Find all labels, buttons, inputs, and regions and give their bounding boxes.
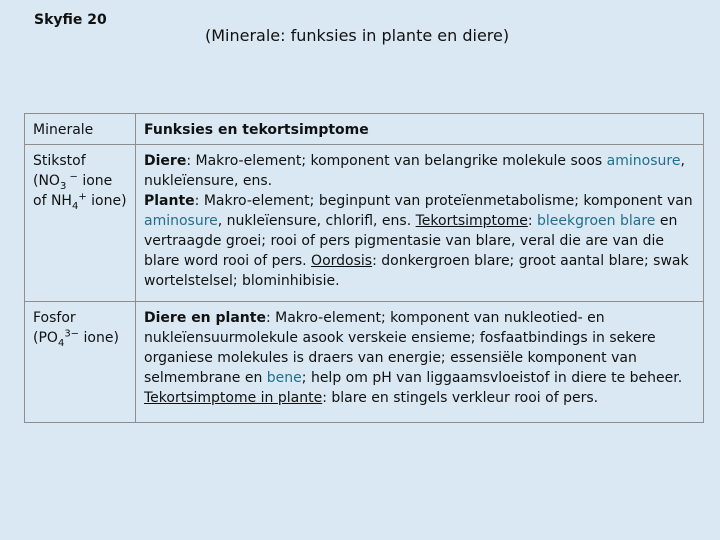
mineral-cell [25,145,136,302]
text-run: : blare en stingels verkleur rooi of pers. [322,390,599,406]
table-row [25,145,704,302]
highlight-term: bene [266,370,302,386]
section-label: Plante [144,193,195,209]
highlight-term: bleekgroen blare [537,213,656,229]
formula-part: (PO [33,330,58,346]
text-run: : Makro-element; komponent van belangrike molekule soos [186,153,607,169]
text-run: : Makro-element; beginpunt van proteïenmetabolisme; komponent van [194,193,693,209]
underlined-term: Tekortsimptome [415,213,528,229]
highlight-term: aminosure [606,153,681,169]
page-subtitle: (Minerale: funksies in plante en diere) [205,26,510,45]
slide-label: Skyfie 20 [34,12,107,28]
text-run: en vertraagde groei; rooi of pers pigmentasie van blare, veral die are van die blare word rooi of pers. [144,213,678,269]
table-header-row [25,114,704,145]
mineral-name: Fosfor [33,310,76,326]
formula-subscript: 4 [57,337,65,349]
text-run: , nukleïensure, chlorifl, ens. [217,213,416,229]
text-run: : Makro-element; komponent van nukleotied- en nukleïensuurmolekule asook verskeie ensieme; fosfaatbindings in sekere organiese molekules is draers van energie; essensiële komponent van selmembrane en [144,310,656,386]
formula-subscript: 3 [59,180,67,192]
highlight-term: aminosure [144,213,218,229]
function-cell [136,145,704,302]
minerals-table [24,113,704,423]
formula-superscript: 3− [64,328,80,340]
function-cell [136,302,704,423]
formula-part: (NO [33,173,60,189]
mineral-name: Stikstof [33,153,86,169]
section-label: Diere [144,153,187,169]
underlined-term: Oordosis [311,253,373,269]
mineral-cell [25,302,136,423]
header-funksies: Funksies en tekortsimptome [136,114,704,145]
formula-part: ione) [86,193,127,209]
text-run: ; help om pH van liggaamsvloeistof in diere te beheer. [301,370,683,386]
underlined-term: Tekortsimptome in plante [144,390,323,406]
header-minerale: Minerale [25,114,136,145]
formula-subscript: 4 [71,200,79,212]
formula-superscript: + [78,191,87,203]
section-label: Diere en plante [144,310,266,326]
table-row [25,302,704,423]
text-run: : donkergroen blare; groot aantal blare; swak wortelstelsel; blominhibisie. [144,253,689,289]
formula-part: ione) [79,330,119,346]
text-run: : [527,213,538,229]
formula-part: ione of NH [33,173,113,209]
formula-superscript: − [66,171,78,183]
text-run: , nukleïensure, ens. [144,153,685,189]
